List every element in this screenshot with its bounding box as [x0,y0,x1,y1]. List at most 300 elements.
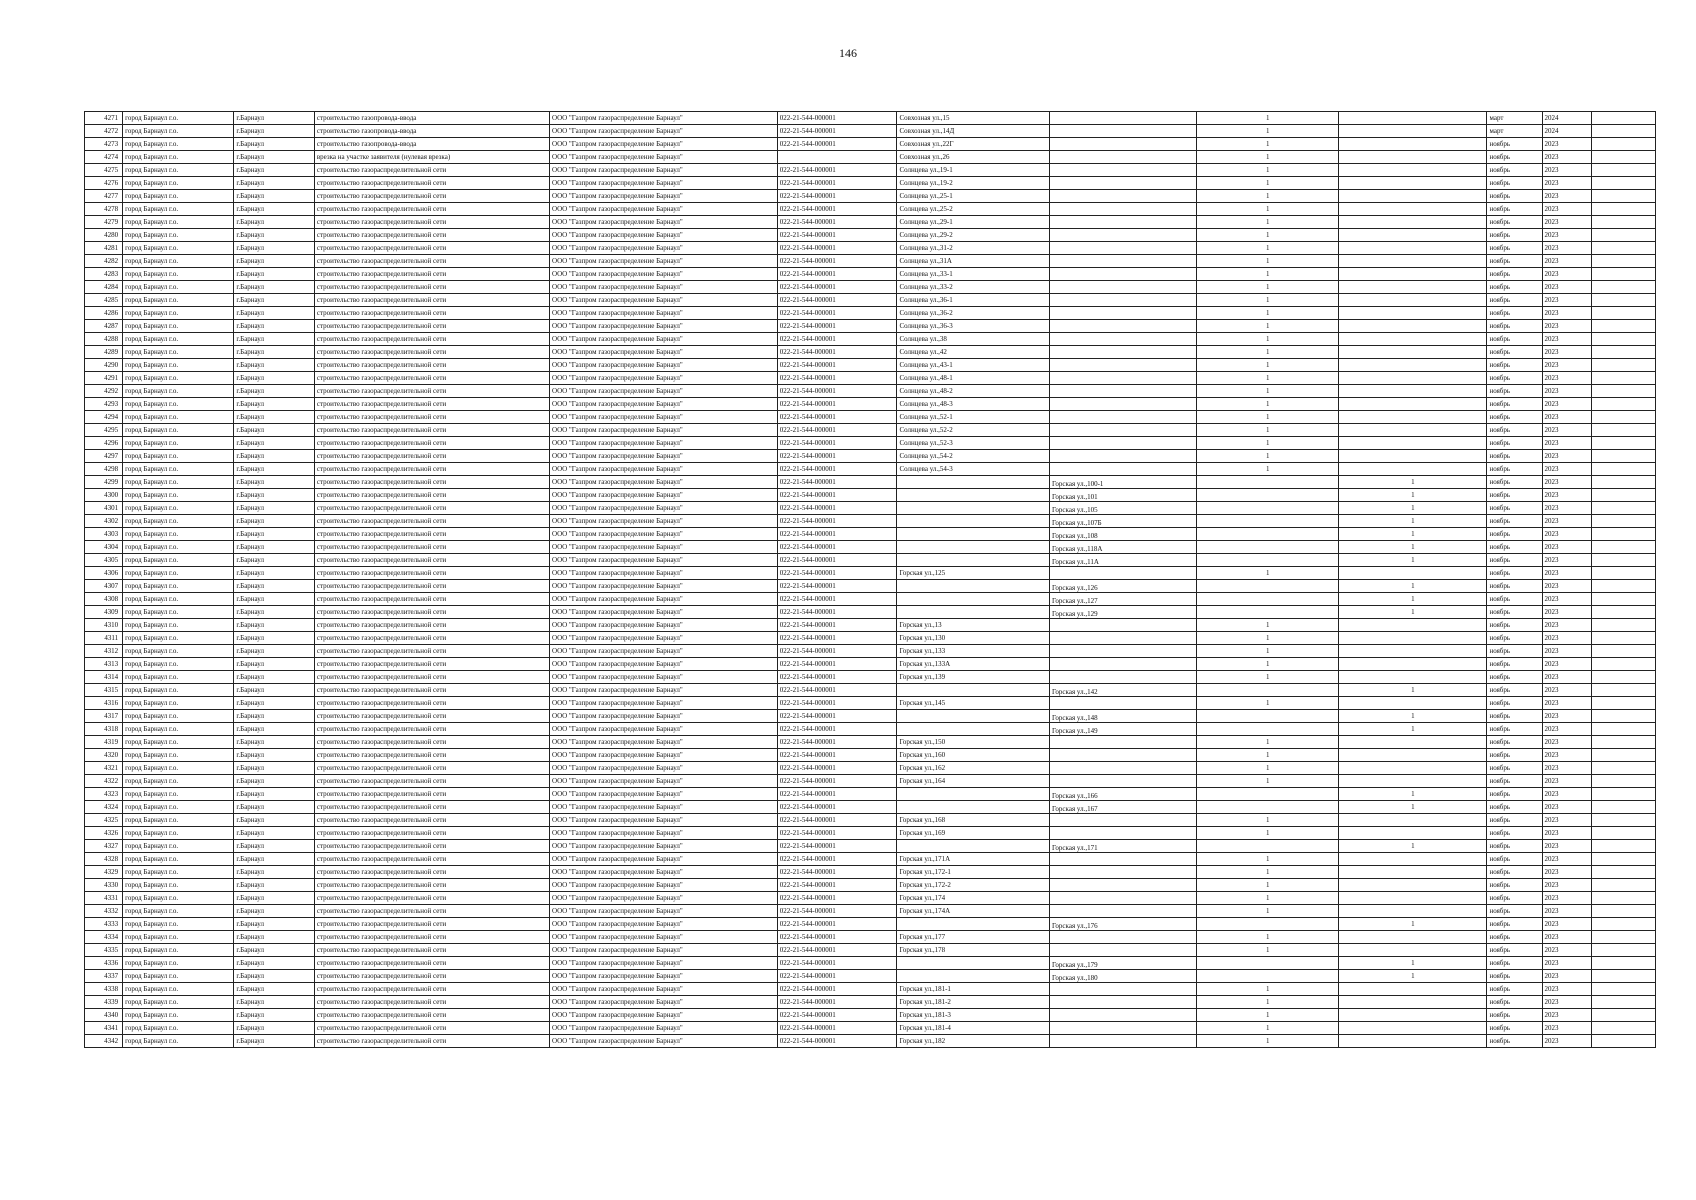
cell-settlement: г.Барнаул [234,203,315,216]
cell-work-type: строительство газораспределительной сети [314,892,549,905]
cell-registry-code: 022-21-544-000001 [777,411,897,424]
cell-row-number: 4287 [85,320,123,333]
cell-organization: ООО "Газпром газораспределение Барнаул" [550,385,778,398]
cell-year: 2023 [1542,541,1592,554]
cell-row-number: 4313 [85,658,123,671]
cell-row-number: 4286 [85,307,123,320]
cell-address-pending: Горская ул.,180 [1050,970,1197,983]
cell-settlement: г.Барнаул [234,788,315,801]
cell-organization: ООО "Газпром газораспределение Барнаул" [550,970,778,983]
cell-address-pending: Горская ул.,149 [1050,723,1197,736]
cell-registry-code: 022-21-544-000001 [777,190,897,203]
cell-municipality: город Барнаул г.о. [123,541,234,554]
cell-organization: ООО "Газпром газораспределение Барнаул" [550,463,778,476]
cell-year: 2023 [1542,255,1592,268]
cell-year: 2023 [1542,190,1592,203]
cell-organization: ООО "Газпром газораспределение Барнаул" [550,684,778,697]
cell-address-pending: Горская ул.,118А [1050,541,1197,554]
cell-count-pending [1339,632,1487,645]
cell-work-type: строительство газораспределительной сети [314,567,549,580]
cell-count-pending: 1 [1339,489,1487,502]
cell-organization: ООО "Газпром газораспределение Барнаул" [550,255,778,268]
cell-row-number: 4331 [85,892,123,905]
cell-month: ноябрь [1487,606,1542,619]
cell-settlement: г.Барнаул [234,983,315,996]
cell-settlement: г.Барнаул [234,320,315,333]
cell-organization: ООО "Газпром газораспределение Барнаул" [550,1035,778,1048]
cell-count-pending [1339,866,1487,879]
cell-empty [1592,580,1656,593]
cell-empty [1592,801,1656,814]
cell-row-number: 4296 [85,437,123,450]
table-row [85,944,1656,957]
cell-settlement: г.Барнаул [234,489,315,502]
cell-count-pending [1339,749,1487,762]
cell-address-pending [1050,905,1197,918]
cell-registry-code: 022-21-544-000001 [777,606,897,619]
cell-month: ноябрь [1487,775,1542,788]
cell-municipality: город Барнаул г.о. [123,827,234,840]
cell-year: 2023 [1542,528,1592,541]
cell-address-connected: Солнцева ул.,25-1 [897,190,1050,203]
cell-organization: ООО "Газпром газораспределение Барнаул" [550,1022,778,1035]
cell-month: ноябрь [1487,151,1542,164]
cell-address-connected: Горская ул.,181-4 [897,1022,1050,1035]
cell-count-pending: 1 [1339,788,1487,801]
cell-municipality: город Барнаул г.о. [123,593,234,606]
cell-year: 2023 [1542,671,1592,684]
cell-settlement: г.Барнаул [234,879,315,892]
cell-empty [1592,489,1656,502]
cell-organization: ООО "Газпром газораспределение Барнаул" [550,320,778,333]
cell-month: ноябрь [1487,242,1542,255]
cell-registry-code: 022-21-544-000001 [777,697,897,710]
cell-count-connected: 1 [1197,372,1339,385]
cell-count-pending [1339,762,1487,775]
cell-month: ноябрь [1487,307,1542,320]
cell-address-connected: Горская ул.,171А [897,853,1050,866]
cell-registry-code [777,151,897,164]
cell-work-type: строительство газораспределительной сети [314,983,549,996]
cell-municipality: город Барнаул г.о. [123,996,234,1009]
cell-work-type: строительство газораспределительной сети [314,840,549,853]
cell-row-number: 4290 [85,359,123,372]
cell-year: 2023 [1542,359,1592,372]
cell-settlement: г.Барнаул [234,216,315,229]
cell-work-type: строительство газораспределительной сети [314,450,549,463]
cell-year: 2023 [1542,138,1592,151]
cell-month: ноябрь [1487,736,1542,749]
cell-count-pending: 1 [1339,970,1487,983]
cell-address-pending [1050,190,1197,203]
cell-municipality: город Барнаул г.о. [123,723,234,736]
cell-empty [1592,996,1656,1009]
cell-work-type: строительство газораспределительной сети [314,918,549,931]
cell-address-connected: Совхозная ул.,14Д [897,125,1050,138]
cell-empty [1592,736,1656,749]
cell-work-type: строительство газораспределительной сети [314,541,549,554]
cell-work-type: строительство газораспределительной сети [314,671,549,684]
cell-settlement: г.Барнаул [234,814,315,827]
cell-row-number: 4335 [85,944,123,957]
cell-row-number: 4328 [85,853,123,866]
cell-address-connected [897,970,1050,983]
cell-settlement: г.Барнаул [234,1022,315,1035]
cell-work-type: строительство газораспределительной сети [314,463,549,476]
cell-address-connected [897,957,1050,970]
cell-work-type: строительство газораспределительной сети [314,307,549,320]
cell-count-connected: 1 [1197,138,1339,151]
cell-count-pending [1339,1022,1487,1035]
cell-empty [1592,632,1656,645]
cell-row-number: 4333 [85,918,123,931]
cell-count-connected: 1 [1197,385,1339,398]
cell-settlement: г.Барнаул [234,177,315,190]
cell-settlement: г.Барнаул [234,333,315,346]
cell-organization: ООО "Газпром газораспределение Барнаул" [550,762,778,775]
cell-registry-code: 022-21-544-000001 [777,528,897,541]
cell-count-connected: 1 [1197,762,1339,775]
cell-count-pending [1339,983,1487,996]
cell-organization: ООО "Газпром газораспределение Барнаул" [550,918,778,931]
cell-municipality: город Барнаул г.о. [123,398,234,411]
cell-address-pending [1050,359,1197,372]
cell-empty [1592,203,1656,216]
cell-registry-code: 022-21-544-000001 [777,463,897,476]
cell-count-pending [1339,125,1487,138]
cell-count-pending: 1 [1339,801,1487,814]
cell-count-pending [1339,736,1487,749]
cell-work-type: строительство газораспределительной сети [314,476,549,489]
cell-registry-code: 022-21-544-000001 [777,593,897,606]
cell-registry-code: 022-21-544-000001 [777,398,897,411]
cell-registry-code: 022-21-544-000001 [777,385,897,398]
cell-count-connected [1197,541,1339,554]
cell-empty [1592,1022,1656,1035]
cell-empty [1592,619,1656,632]
cell-settlement: г.Барнаул [234,463,315,476]
cell-address-pending: Горская ул.,107Б [1050,515,1197,528]
cell-settlement: г.Барнаул [234,450,315,463]
cell-address-connected: Солнцева ул.,48-2 [897,385,1050,398]
cell-organization: ООО "Газпром газораспределение Барнаул" [550,554,778,567]
cell-year: 2023 [1542,372,1592,385]
cell-count-pending [1339,177,1487,190]
cell-count-connected: 1 [1197,671,1339,684]
cell-count-pending [1339,216,1487,229]
cell-count-pending [1339,138,1487,151]
table-row [85,918,1656,931]
cell-registry-code: 022-21-544-000001 [777,450,897,463]
cell-organization: ООО "Газпром газораспределение Барнаул" [550,983,778,996]
cell-empty [1592,125,1656,138]
cell-work-type: строительство газораспределительной сети [314,229,549,242]
cell-municipality: город Барнаул г.о. [123,645,234,658]
cell-year: 2023 [1542,333,1592,346]
cell-count-connected: 1 [1197,151,1339,164]
cell-count-connected: 1 [1197,1022,1339,1035]
cell-municipality: город Барнаул г.о. [123,502,234,515]
cell-organization: ООО "Газпром газораспределение Барнаул" [550,372,778,385]
cell-month: ноябрь [1487,424,1542,437]
page-number: 146 [839,46,857,60]
cell-registry-code: 022-21-544-000001 [777,333,897,346]
cell-count-connected: 1 [1197,398,1339,411]
cell-row-number: 4298 [85,463,123,476]
cell-work-type: строительство газораспределительной сети [314,697,549,710]
cell-organization: ООО "Газпром газораспределение Барнаул" [550,515,778,528]
cell-organization: ООО "Газпром газораспределение Барнаул" [550,125,778,138]
cell-count-connected: 1 [1197,853,1339,866]
cell-empty [1592,515,1656,528]
cell-address-connected [897,801,1050,814]
cell-month: ноябрь [1487,177,1542,190]
cell-address-connected: Солнцева ул.,48-3 [897,398,1050,411]
cell-registry-code: 022-21-544-000001 [777,554,897,567]
cell-count-pending [1339,372,1487,385]
table-row [85,1035,1656,1048]
cell-row-number: 4284 [85,281,123,294]
table-row [85,814,1656,827]
cell-row-number: 4304 [85,541,123,554]
cell-settlement: г.Барнаул [234,632,315,645]
cell-month: март [1487,125,1542,138]
table-row [85,346,1656,359]
cell-address-pending [1050,632,1197,645]
cell-count-pending [1339,255,1487,268]
cell-work-type: строительство газораспределительной сети [314,879,549,892]
cell-empty [1592,346,1656,359]
cell-month: ноябрь [1487,749,1542,762]
cell-empty [1592,151,1656,164]
cell-count-pending [1339,164,1487,177]
cell-count-connected: 1 [1197,736,1339,749]
registry-body [85,112,1656,1048]
cell-row-number: 4285 [85,294,123,307]
cell-empty [1592,710,1656,723]
cell-month: ноябрь [1487,996,1542,1009]
cell-row-number: 4295 [85,424,123,437]
cell-count-connected: 1 [1197,1035,1339,1048]
cell-municipality: город Барнаул г.о. [123,242,234,255]
cell-address-connected [897,684,1050,697]
cell-work-type: строительство газораспределительной сети [314,346,549,359]
cell-empty [1592,554,1656,567]
cell-count-connected [1197,476,1339,489]
cell-year: 2023 [1542,957,1592,970]
cell-registry-code: 022-21-544-000001 [777,853,897,866]
cell-count-pending [1339,879,1487,892]
table-row [85,229,1656,242]
cell-address-connected [897,710,1050,723]
table-row [85,450,1656,463]
cell-registry-code: 022-21-544-000001 [777,476,897,489]
table-row [85,606,1656,619]
cell-settlement: г.Барнаул [234,151,315,164]
cell-registry-code: 022-21-544-000001 [777,268,897,281]
cell-work-type: строительство газораспределительной сети [314,424,549,437]
table-row [85,320,1656,333]
cell-settlement: г.Барнаул [234,593,315,606]
cell-month: ноябрь [1487,476,1542,489]
table-row [85,359,1656,372]
table-row [85,164,1656,177]
cell-count-pending [1339,450,1487,463]
table-row [85,255,1656,268]
cell-work-type: строительство газораспределительной сети [314,970,549,983]
cell-address-connected: Горская ул.,172-1 [897,866,1050,879]
cell-work-type: строительство газораспределительной сети [314,684,549,697]
cell-municipality: город Барнаул г.о. [123,580,234,593]
cell-year: 2023 [1542,866,1592,879]
cell-address-pending: Горская ул.,148 [1050,710,1197,723]
cell-count-connected: 1 [1197,697,1339,710]
cell-municipality: город Барнаул г.о. [123,437,234,450]
cell-registry-code: 022-21-544-000001 [777,502,897,515]
cell-address-connected: Горская ул.,168 [897,814,1050,827]
cell-settlement: г.Барнаул [234,502,315,515]
cell-settlement: г.Барнаул [234,255,315,268]
cell-municipality: город Барнаул г.о. [123,944,234,957]
cell-count-pending [1339,775,1487,788]
cell-year: 2024 [1542,125,1592,138]
cell-count-connected [1197,918,1339,931]
cell-month: ноябрь [1487,528,1542,541]
cell-year: 2023 [1542,502,1592,515]
cell-month: ноябрь [1487,788,1542,801]
cell-year: 2023 [1542,580,1592,593]
cell-organization: ООО "Газпром газораспределение Барнаул" [550,333,778,346]
cell-count-pending [1339,307,1487,320]
cell-year: 2023 [1542,970,1592,983]
cell-row-number: 4297 [85,450,123,463]
cell-year: 2023 [1542,931,1592,944]
cell-registry-code: 022-21-544-000001 [777,255,897,268]
cell-registry-code: 022-21-544-000001 [777,1022,897,1035]
cell-address-connected: Горская ул.,174А [897,905,1050,918]
cell-count-pending [1339,827,1487,840]
table-row [85,1009,1656,1022]
cell-empty [1592,476,1656,489]
cell-work-type: строительство газораспределительной сети [314,580,549,593]
cell-count-connected: 1 [1197,242,1339,255]
cell-municipality: город Барнаул г.о. [123,801,234,814]
table-row [85,385,1656,398]
cell-month: ноябрь [1487,567,1542,580]
cell-year: 2023 [1542,840,1592,853]
cell-organization: ООО "Газпром газораспределение Барнаул" [550,528,778,541]
cell-count-pending: 1 [1339,723,1487,736]
cell-count-pending [1339,424,1487,437]
cell-registry-code: 022-21-544-000001 [777,879,897,892]
cell-registry-code: 022-21-544-000001 [777,814,897,827]
cell-organization: ООО "Газпром газораспределение Барнаул" [550,931,778,944]
cell-count-pending: 1 [1339,541,1487,554]
cell-address-pending [1050,385,1197,398]
cell-registry-code: 022-21-544-000001 [777,541,897,554]
cell-count-connected: 1 [1197,281,1339,294]
cell-organization: ООО "Газпром газораспределение Барнаул" [550,190,778,203]
cell-municipality: город Барнаул г.о. [123,203,234,216]
cell-address-pending [1050,411,1197,424]
cell-work-type: строительство газораспределительной сети [314,515,549,528]
cell-address-connected [897,489,1050,502]
cell-settlement: г.Барнаул [234,541,315,554]
cell-count-pending: 1 [1339,684,1487,697]
cell-address-connected: Горская ул.,172-2 [897,879,1050,892]
cell-address-pending: Горская ул.,100-1 [1050,476,1197,489]
cell-municipality: город Барнаул г.о. [123,619,234,632]
cell-organization: ООО "Газпром газораспределение Барнаул" [550,788,778,801]
cell-work-type: строительство газораспределительной сети [314,632,549,645]
table-row [85,879,1656,892]
cell-address-pending [1050,320,1197,333]
cell-settlement: г.Барнаул [234,853,315,866]
cell-empty [1592,671,1656,684]
cell-settlement: г.Барнаул [234,931,315,944]
cell-address-connected: Солнцева ул.,25-2 [897,203,1050,216]
cell-address-connected: Совхозная ул.,26 [897,151,1050,164]
cell-year: 2023 [1542,177,1592,190]
cell-address-connected: Солнцева ул.,38 [897,333,1050,346]
cell-address-connected [897,580,1050,593]
cell-work-type: строительство газораспределительной сети [314,1009,549,1022]
table-row [85,203,1656,216]
cell-municipality: город Барнаул г.о. [123,892,234,905]
cell-organization: ООО "Газпром газораспределение Барнаул" [550,827,778,840]
cell-address-connected: Солнцева ул.,42 [897,346,1050,359]
table-row [85,697,1656,710]
cell-organization: ООО "Газпром газораспределение Барнаул" [550,424,778,437]
cell-month: ноябрь [1487,918,1542,931]
cell-municipality: город Барнаул г.о. [123,710,234,723]
cell-row-number: 4334 [85,931,123,944]
cell-year: 2023 [1542,1009,1592,1022]
cell-count-connected: 1 [1197,567,1339,580]
cell-count-pending [1339,229,1487,242]
cell-row-number: 4332 [85,905,123,918]
cell-empty [1592,1009,1656,1022]
cell-work-type: строительство газораспределительной сети [314,658,549,671]
cell-address-connected [897,840,1050,853]
cell-year: 2023 [1542,645,1592,658]
cell-work-type: строительство газораспределительной сети [314,593,549,606]
cell-year: 2023 [1542,814,1592,827]
table-row [85,268,1656,281]
cell-month: ноябрь [1487,762,1542,775]
cell-organization: ООО "Газпром газораспределение Барнаул" [550,216,778,229]
table-row [85,190,1656,203]
cell-empty [1592,944,1656,957]
cell-year: 2023 [1542,1022,1592,1035]
table-row [85,437,1656,450]
table-row [85,749,1656,762]
table-row [85,736,1656,749]
cell-year: 2023 [1542,944,1592,957]
cell-row-number: 4342 [85,1035,123,1048]
cell-count-pending [1339,411,1487,424]
cell-address-connected: Солнцева ул.,19-2 [897,177,1050,190]
cell-address-pending [1050,268,1197,281]
cell-year: 2023 [1542,203,1592,216]
cell-settlement: г.Барнаул [234,606,315,619]
cell-row-number: 4330 [85,879,123,892]
cell-municipality: город Барнаул г.о. [123,606,234,619]
cell-work-type: строительство газораспределительной сети [314,905,549,918]
cell-organization: ООО "Газпром газораспределение Барнаул" [550,944,778,957]
cell-address-pending [1050,671,1197,684]
cell-work-type: строительство газораспределительной сети [314,268,549,281]
